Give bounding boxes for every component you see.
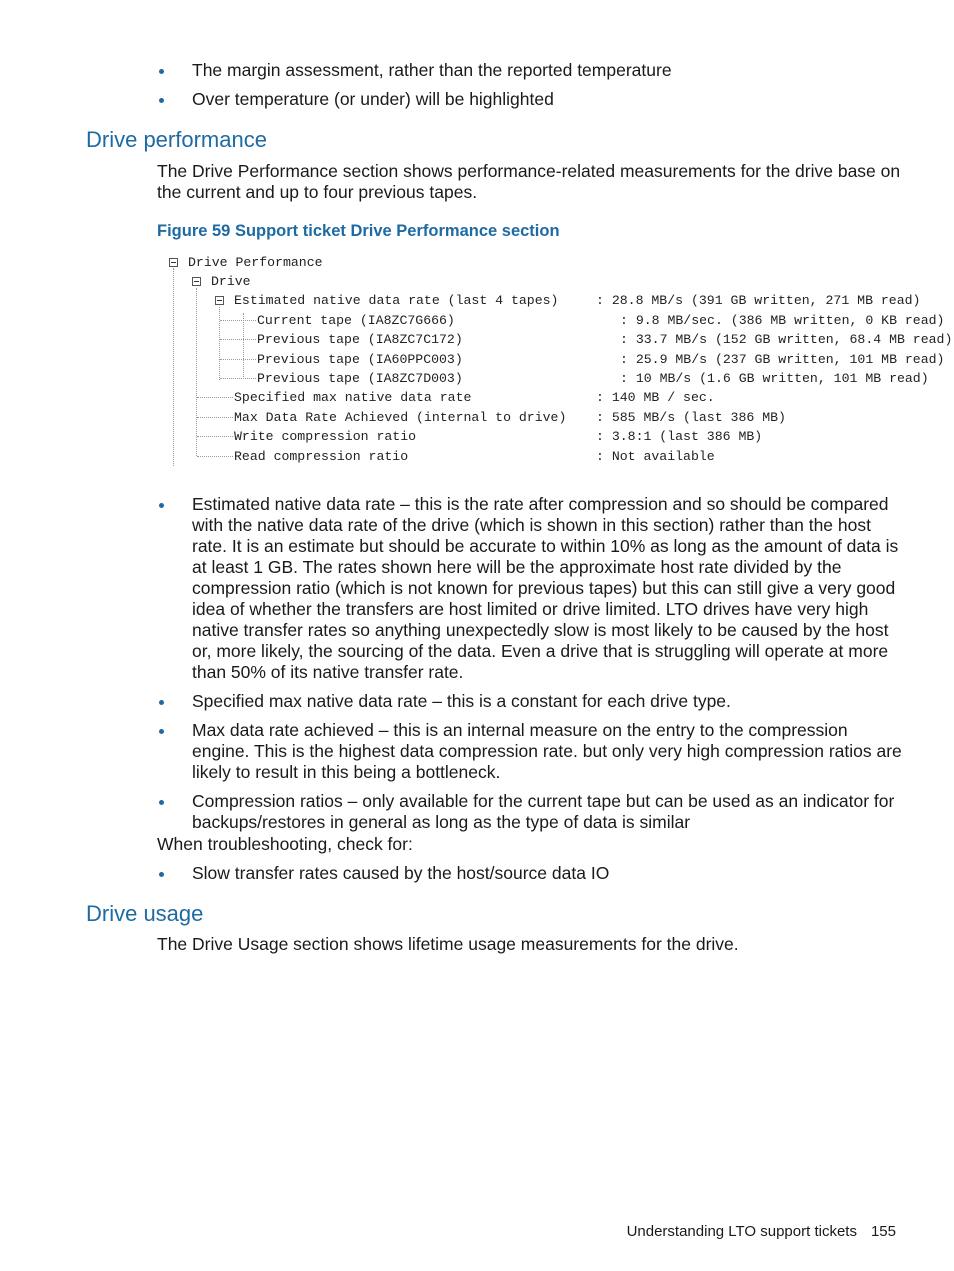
tree-connector [219,307,220,380]
tree-node-item-label[interactable]: Write compression ratio [234,429,417,444]
list-item: Compression ratios – only available for the current tape but can be used as an indicator for backups/restores in general as long as the type of data is similar [157,791,902,833]
tree-connector [220,378,256,379]
tree-node-drive-performance[interactable]: Drive Performance [188,255,323,270]
explain-bullet-list [157,494,902,841]
tree-connector [197,436,233,437]
figure-caption: Figure 59 Support ticket Drive Performance section [157,222,560,240]
tree-connector [243,313,244,379]
tree-node-tape-value: : 10 MB/s (1.6 GB written, 101 MB read) [620,371,929,386]
tree-connector [173,268,174,466]
list-item: The margin assessment, rather than the reported temperature [157,60,902,81]
section-heading-drive-performance: Drive performance [86,127,267,152]
tree-connector [197,417,233,418]
tree-node-tape-label[interactable]: Current tape (IA8ZC7G666) [257,313,455,328]
collapse-icon[interactable] [215,296,224,305]
list-item: Estimated native data rate – this is the rate after compression and so should be compared with the native data rate of the drive (which is shown in this section) rather than the host rate. It is an estimate but should be accurate to within 10% as long as the amount of data is at least 1 GB. The rates shown here will be the approximate host rate divided by the compression ratio (which is not known for previous tapes) but this can still give a very good idea of whether the transfers are host limited or drive limited. LTO drives have very high native transfer rates so anything unexpectedly slow is most likely to be caused by the host or, more likely, the sourcing of the data. Even a drive that is struggling will operate at more than 50% of its native transfer rate. [157,494,902,683]
list-item: Over temperature (or under) will be highlighted [157,89,902,110]
tree-connector [220,339,256,340]
tree-connector [220,359,256,360]
list-item: Slow transfer rates caused by the host/source data IO [157,863,902,884]
tree-connector [196,288,197,456]
drive-usage-paragraph: The Drive Usage section shows lifetime usage measurements for the drive. [157,934,739,954]
tree-connector [197,456,233,457]
tree-node-drive[interactable]: Drive [211,274,251,289]
tree-node-tape-value: : 9.8 MB/sec. (386 MB written, 0 KB read) [620,313,945,328]
drive-performance-paragraph: The Drive Performance section shows performance-related measurements for the drive base on the current and up to four previous tapes. [157,161,901,202]
troubleshooting-bullet-list [157,863,902,892]
collapse-icon[interactable] [169,258,178,267]
page-footer [627,1222,896,1242]
list-item: Specified max native data rate – this is a constant for each drive type. [157,691,902,712]
tree-node-item-label[interactable]: Read compression ratio [234,449,409,464]
tree-node-estimated-label[interactable]: Estimated native data rate (last 4 tapes) [234,293,559,308]
tree-node-item-value: : 585 MB/s (last 386 MB) [596,410,786,425]
tree-node-tape-label[interactable]: Previous tape (IA8ZC7D003) [257,371,463,386]
drive-performance-tree-figure [166,254,954,468]
tree-node-item-label[interactable]: Max Data Rate Achieved (internal to drive) [234,410,567,425]
tree-connector [197,397,233,398]
intro-bullet-list [157,60,902,118]
footer-section-title: Understanding LTO support tickets [626,1223,857,1240]
page-number: 155 [870,1223,896,1240]
section-heading-drive-usage: Drive usage [86,901,204,926]
tree-node-item-value: : Not available [596,449,715,464]
collapse-icon[interactable] [192,277,201,286]
tree-node-item-label[interactable]: Specified max native data rate [234,390,472,405]
tree-node-tape-label[interactable]: Previous tape (IA8ZC7C172) [257,332,463,347]
tree-node-estimated-value: : 28.8 MB/s (391 GB written, 271 MB read) [596,293,921,308]
troubleshooting-intro: When troubleshooting, check for: [157,834,413,854]
list-item: Max data rate achieved – this is an internal measure on the entry to the compression engine. This is the highest data compression rate. but only very high compression ratios are likely to result in this being a bottleneck. [157,720,902,783]
tree-node-item-value: : 140 MB / sec. [596,390,715,405]
tree-connector [220,320,256,321]
tree-node-item-value: : 3.8:1 (last 386 MB) [596,429,763,444]
tree-node-tape-value: : 33.7 MB/s (152 GB written, 68.4 MB read) [620,332,953,347]
tree-node-tape-label[interactable]: Previous tape (IA60PPC003) [257,352,463,367]
tree-node-tape-value: : 25.9 MB/s (237 GB written, 101 MB read) [620,352,945,367]
